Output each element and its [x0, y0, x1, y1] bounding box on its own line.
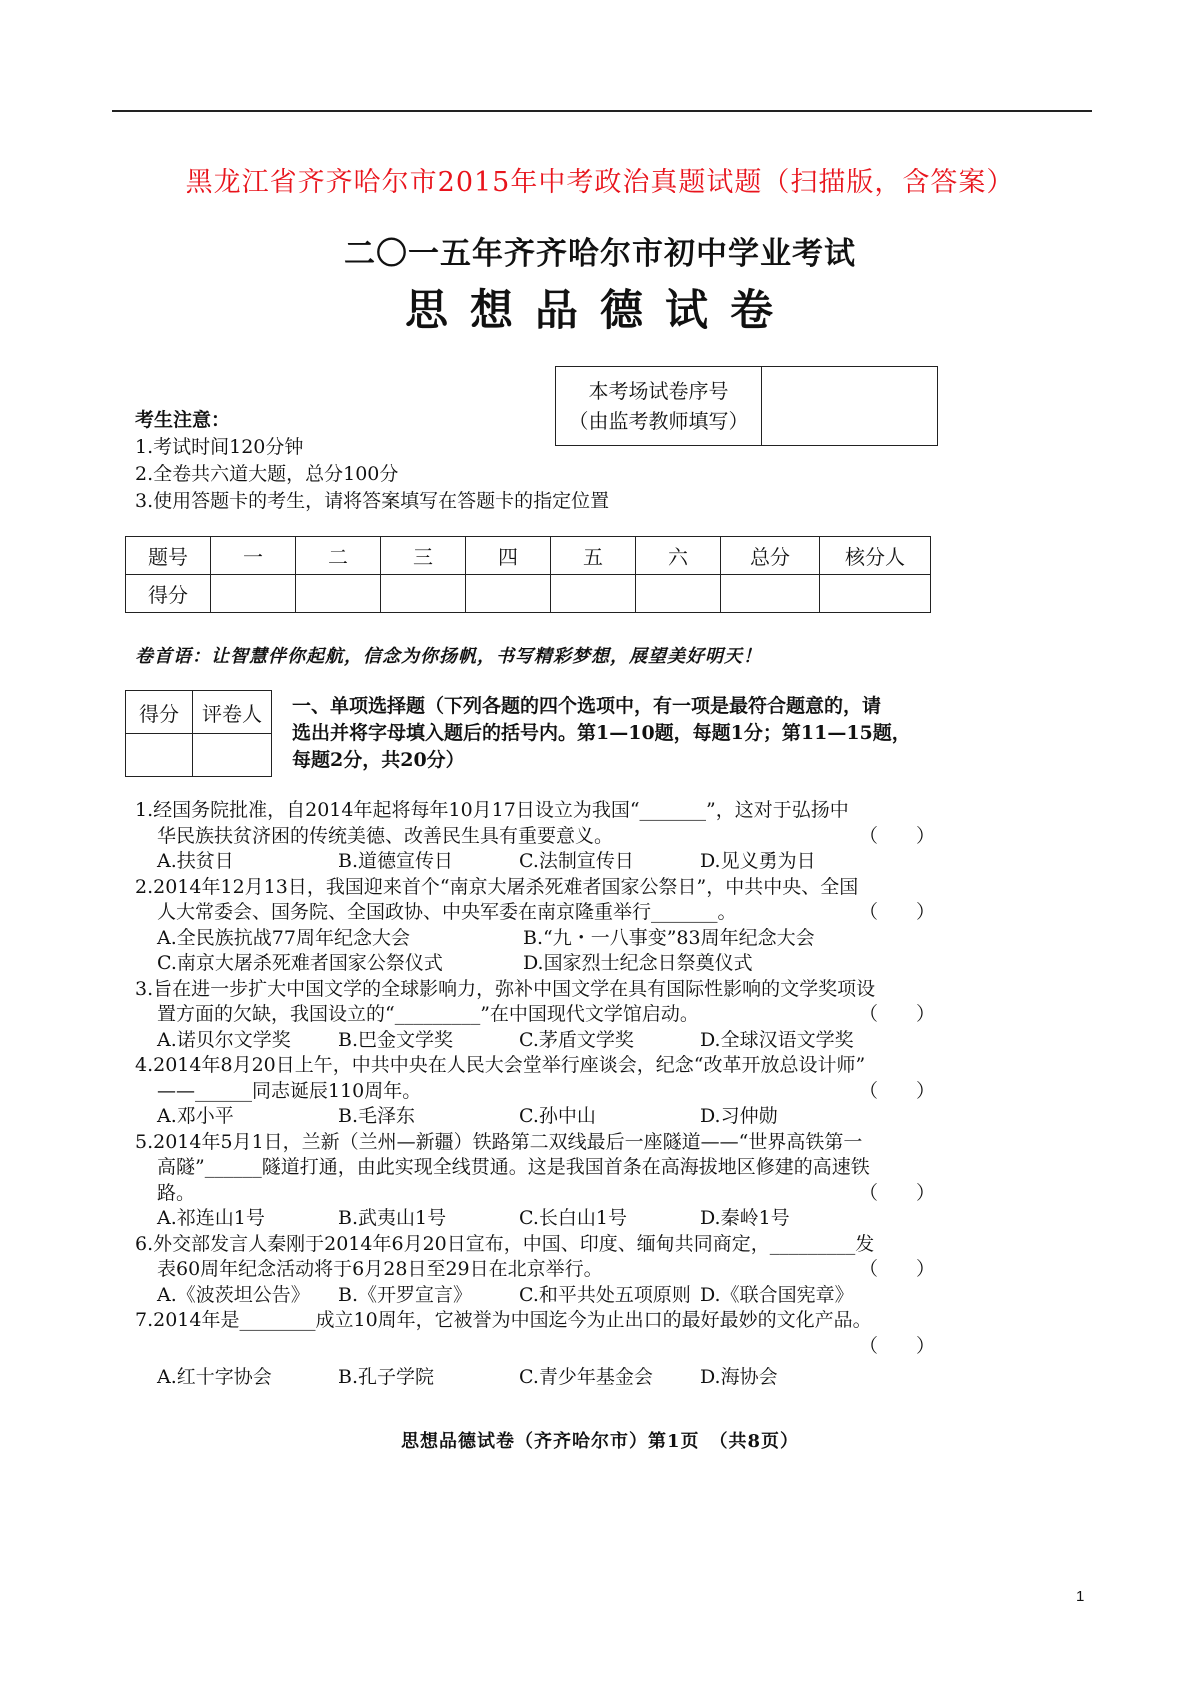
option[interactable]: B.道德宣传日	[338, 850, 454, 872]
answer-paren[interactable]: （ ）	[858, 1003, 935, 1025]
option-row	[135, 1283, 935, 1309]
serial-number-field[interactable]	[762, 367, 938, 446]
note-item: 2.全卷共六道大题，总分100分	[135, 463, 399, 485]
note-item: 1.考试时间120分钟	[135, 436, 304, 458]
header-cell: 五	[551, 537, 636, 575]
header-cell: 四	[466, 537, 551, 575]
question-line: 表60周年纪念活动将于6月28日至29日在北京举行。	[157, 1258, 603, 1280]
question-5	[135, 1130, 935, 1232]
option[interactable]: A.全民族抗战77周年纪念大会	[157, 926, 410, 949]
question-line-wrap	[135, 1181, 935, 1207]
grade-box-score-cell[interactable]	[126, 734, 193, 777]
question-line: 华民族扶贫济困的传统美德、改善民生具有重要意义。	[157, 824, 614, 847]
option[interactable]: D.秦岭1号	[700, 1207, 790, 1229]
document-title: 黑龙江省齐齐哈尔市2015年中考政治真题试题（扫描版，含答案）	[185, 167, 1015, 198]
option[interactable]: B.巴金文学奖	[338, 1028, 454, 1051]
section-heading	[292, 693, 952, 774]
option[interactable]: A.《波茨坦公告》	[157, 1283, 310, 1306]
option-row	[135, 1028, 935, 1054]
option[interactable]: A.诺贝尔文学奖	[157, 1028, 291, 1051]
question-line-wrap	[135, 1002, 935, 1028]
question-line: 3.旨在进一步扩大中国文学的全球影响力，弥补中国文学在具有国际性影响的文学奖项设	[135, 977, 876, 1000]
option[interactable]: D.《联合国宪章》	[700, 1283, 854, 1306]
question-4	[135, 1053, 935, 1130]
question-line-wrap	[135, 1334, 935, 1360]
section-heading-line: 一、单项选择题（下列各题的四个选项中，有一项是最符合题意的，请	[292, 695, 882, 717]
page-footer: 思想品德试卷（齐齐哈尔市）第1页 （共8页）	[400, 1431, 800, 1452]
question-3	[135, 977, 935, 1054]
header-cell: 二	[296, 537, 381, 575]
section-heading-line: 选出并将字母填入题后的括号内。第1—10题，每题1分；第11—15题，	[292, 722, 911, 744]
option[interactable]: C.茅盾文学奖	[519, 1028, 634, 1051]
question-line: 人大常委会、国务院、全国政协、中央军委在南京隆重举行_______。	[157, 901, 737, 923]
header-cell: 一	[211, 537, 296, 575]
score-cell[interactable]	[820, 575, 931, 613]
question-7	[135, 1308, 935, 1391]
answer-paren[interactable]: （ ）	[858, 1181, 935, 1204]
option[interactable]: D.国家烈士纪念日祭奠仪式	[523, 952, 753, 974]
option[interactable]: C.南京大屠杀死难者国家公祭仪式	[157, 952, 443, 974]
question-1	[135, 798, 935, 875]
score-table-header-row	[126, 537, 931, 575]
header-cell: 题号	[126, 537, 211, 575]
option-row	[135, 1365, 935, 1391]
question-line: 5.2014年5月1日，兰新（兰州—新疆）铁路第二双线最后一座隧道——“世界高铁第一	[135, 1130, 863, 1153]
exam-title: 二〇一五年齐齐哈尔市初中学业考试	[344, 236, 856, 272]
question-line-wrap	[135, 1257, 935, 1283]
option[interactable]: D.全球汉语文学奖	[700, 1028, 854, 1051]
answer-paren[interactable]: （ ）	[858, 901, 935, 923]
grade-box-grader-cell[interactable]	[193, 734, 272, 777]
page-number: 1	[1076, 1588, 1085, 1605]
score-table-row	[126, 575, 931, 613]
header-cell: 核分人	[820, 537, 931, 575]
option[interactable]: C.和平共处五项原则	[519, 1283, 691, 1306]
answer-paren[interactable]: （ ）	[858, 1079, 935, 1102]
question-line: 6.外交部发言人秦刚于2014年6月20日宣布，中国、印度、缅甸共同商定，_________发	[135, 1232, 875, 1255]
question-line-wrap	[135, 824, 935, 850]
question-6	[135, 1232, 935, 1309]
question-line: 4.2014年8月20日上午，中共中央在人民大会堂举行座谈会，纪念“改革开放总设计师”	[135, 1054, 866, 1076]
option[interactable]: D.海协会	[700, 1366, 778, 1388]
grade-box-score-label: 得分	[126, 691, 193, 734]
option[interactable]: A.祁连山1号	[157, 1207, 265, 1229]
header-cell: 三	[381, 537, 466, 575]
question-line: 2.2014年12月13日，我国迎来首个“南京大屠杀死难者国家公祭日”，中共中央、全国	[135, 875, 859, 898]
question-line: 路。	[157, 1181, 196, 1204]
option[interactable]: B.武夷山1号	[338, 1207, 447, 1229]
serial-label-line2: （由监考教师填写）	[568, 409, 749, 433]
row-label: 得分	[126, 575, 211, 613]
option[interactable]: B.孔子学院	[338, 1366, 435, 1388]
top-rule	[112, 110, 1092, 112]
option[interactable]: C.法制宣传日	[519, 850, 634, 872]
question-line: 7.2014年是________成立10周年，它被誉为中国迄今为止出口的最好最妙的文化产品。	[135, 1309, 872, 1331]
option[interactable]: A.红十字协会	[157, 1366, 272, 1388]
score-cell[interactable]	[551, 575, 636, 613]
section-heading-line: 每题2分，共20分）	[292, 749, 465, 771]
answer-paren[interactable]: （ ）	[858, 824, 935, 847]
score-cell[interactable]	[381, 575, 466, 613]
option-row	[135, 926, 935, 952]
section-grade-box	[125, 690, 272, 777]
score-cell[interactable]	[636, 575, 721, 613]
option[interactable]: B.毛泽东	[338, 1105, 416, 1127]
answer-paren[interactable]: （ ）	[858, 1334, 935, 1357]
score-cell[interactable]	[296, 575, 381, 613]
option[interactable]: D.见义勇为日	[700, 850, 816, 872]
motto: 卷首语：让智慧伴你起航，信念为你扬帆，书写精彩梦想，展望美好明天！	[135, 646, 762, 667]
option[interactable]: A.扶贫日	[157, 850, 234, 872]
question-line: 置方面的欠缺，我国设立的“_________”在中国现代文学馆启动。	[157, 1003, 699, 1025]
serial-number-box	[555, 366, 938, 446]
option[interactable]: C.青少年基金会	[519, 1366, 653, 1388]
option[interactable]: A.邓小平	[157, 1105, 234, 1127]
answer-paren[interactable]: （ ）	[858, 1258, 935, 1280]
option-row	[135, 951, 935, 977]
candidate-notes	[135, 407, 609, 515]
header-cell: 六	[636, 537, 721, 575]
option[interactable]: B.“九・一八事变”83周年纪念大会	[523, 926, 815, 949]
question-list	[135, 798, 935, 1391]
option-row	[135, 849, 935, 875]
question-line: 1.经国务院批准，自2014年起将每年10月17日设立为我国“_______”，这对于弘扬中	[135, 799, 849, 821]
option-row	[135, 1104, 935, 1130]
header-cell: 总分	[721, 537, 820, 575]
question-line-wrap	[135, 900, 935, 926]
score-table	[125, 536, 931, 613]
question-line-wrap	[135, 1079, 935, 1105]
score-cell[interactable]	[721, 575, 820, 613]
subject-title: 思想品德试卷	[405, 286, 795, 336]
option[interactable]: C.长白山1号	[519, 1207, 627, 1229]
option-row	[135, 1206, 935, 1232]
option[interactable]: B.《开罗宣言》	[338, 1283, 473, 1306]
score-cell[interactable]	[211, 575, 296, 613]
option[interactable]: C.孙中山	[519, 1105, 596, 1127]
serial-label-line1: 本考场试卷序号	[588, 379, 729, 403]
notes-heading: 考生注意：	[135, 409, 231, 431]
grade-box-grader-label: 评卷人	[193, 691, 272, 734]
question-line: 高隧”______隧道打通，由此实现全线贯通。这是我国首条在高海拔地区修建的高速铁	[157, 1156, 870, 1178]
question-line: ——______同志诞辰110周年。	[157, 1079, 422, 1102]
option[interactable]: D.习仲勋	[700, 1105, 778, 1127]
question-2	[135, 875, 935, 977]
note-item: 3.使用答题卡的考生，请将答案填写在答题卡的指定位置	[135, 490, 610, 512]
score-cell[interactable]	[466, 575, 551, 613]
